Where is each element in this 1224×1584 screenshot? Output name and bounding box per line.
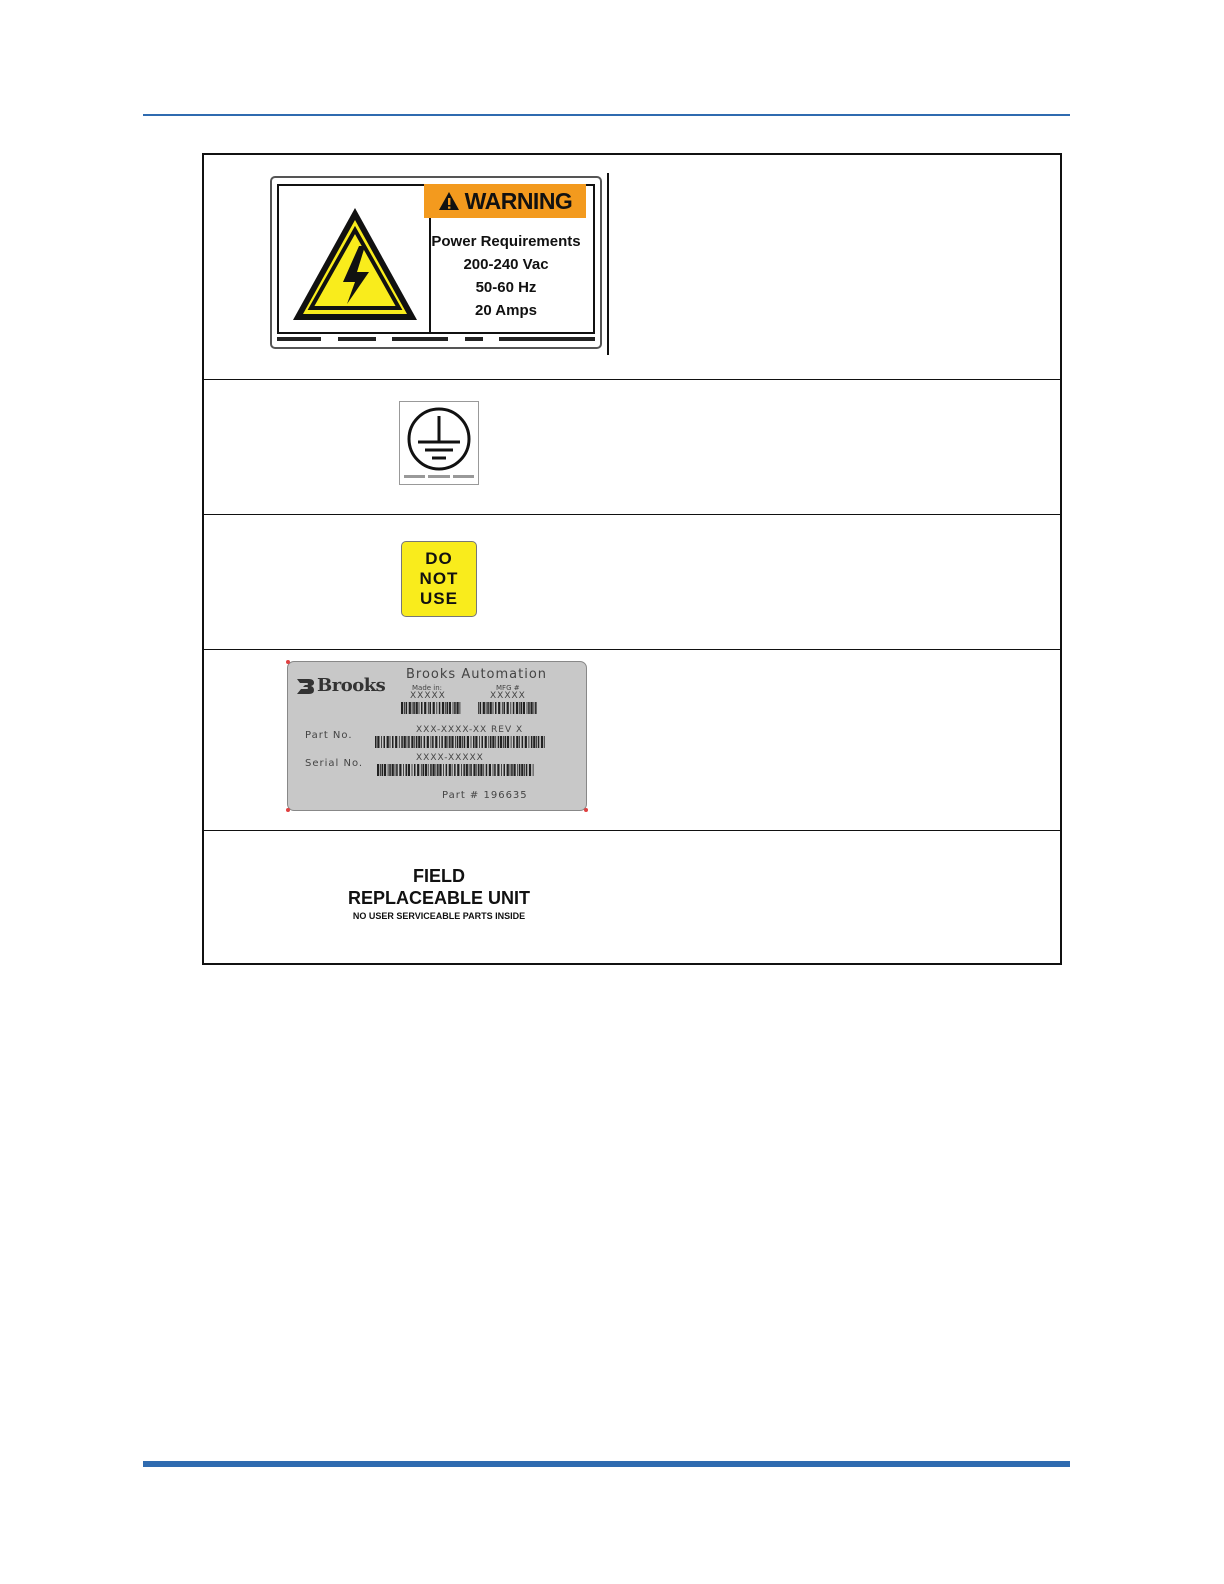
brooks-logo [295, 675, 385, 696]
serial-no-value: XXXX-XXXXX [416, 753, 484, 763]
do-not-use-label [401, 541, 477, 617]
fru-label [329, 865, 549, 923]
mfg-barcode [478, 702, 538, 714]
do-not-use-line: DO [425, 549, 453, 568]
company-name: Brooks Automation [406, 667, 548, 682]
label-table [202, 153, 1062, 965]
serial-no-label: Serial No. [305, 758, 364, 769]
made-in-label: Made in: [412, 684, 443, 692]
fine-print [404, 475, 474, 479]
vertical-divider [607, 173, 609, 355]
made-in-barcode [401, 702, 461, 714]
brooks-logo-icon [295, 677, 315, 695]
part-no-label: Part No. [305, 730, 353, 741]
warning-line: 20 Amps [475, 302, 537, 319]
mfg-label: MFG # [496, 684, 520, 692]
electrical-hazard-icon [289, 204, 421, 326]
table-row-fru [204, 831, 1060, 965]
table-row-nameplate [204, 650, 1060, 831]
brooks-logo-text: Brooks [317, 675, 386, 696]
mfg-value: XXXXX [490, 691, 526, 701]
table-row-ground [204, 380, 1060, 515]
do-not-use-line: USE [420, 589, 458, 608]
header-rule [143, 114, 1070, 116]
warning-triangle-icon [438, 191, 460, 211]
table-row-warning [204, 155, 1060, 380]
footer-rule [143, 1461, 1070, 1467]
warning-fine-print [277, 337, 595, 343]
warning-power-label [270, 176, 602, 349]
serial-no-barcode [377, 764, 535, 776]
fru-line-2: REPLACEABLE UNIT [347, 888, 530, 908]
part-no-value: XXX-XXXX-XX REV X [416, 725, 524, 735]
plate-part-number: Part # 196635 [442, 790, 528, 801]
warning-line: Power Requirements [431, 233, 581, 250]
warning-header-text: WARNING [464, 187, 573, 214]
fru-line-3: NO USER SERVICEABLE PARTS INSIDE [352, 911, 526, 921]
made-in-value: XXXXX [410, 691, 446, 701]
fru-line-1: FIELD [413, 866, 465, 886]
do-not-use-line: NOT [419, 569, 459, 588]
protective-earth-label [399, 401, 479, 485]
table-row-do-not-use [204, 515, 1060, 650]
part-no-barcode [375, 736, 545, 748]
brooks-nameplate [287, 661, 587, 811]
warning-text [424, 230, 588, 322]
warning-header [424, 184, 586, 218]
warning-line: 200-240 Vac [463, 256, 549, 273]
protective-earth-icon [404, 406, 474, 472]
warning-line: 50-60 Hz [475, 279, 537, 296]
